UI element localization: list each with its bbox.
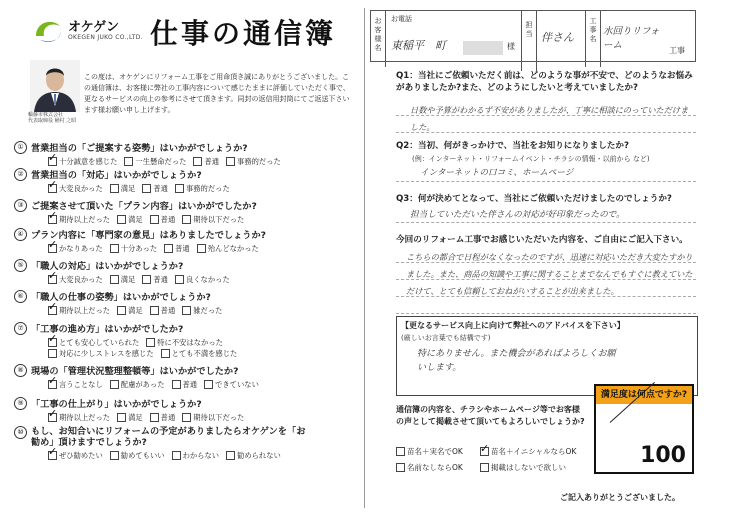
staff-label (521, 11, 537, 71)
checkbox-icon[interactable] (117, 413, 126, 422)
checked-box-icon[interactable] (48, 380, 57, 389)
checkbox-icon[interactable] (182, 306, 191, 315)
checkbox-icon[interactable] (164, 244, 173, 253)
question-number: ⑩ (14, 426, 27, 439)
option-checkbox[interactable] (182, 214, 244, 225)
question-title: 「工事の仕上がり」はいかがでしょうか? (31, 399, 202, 410)
option-checkbox[interactable] (110, 243, 157, 254)
option-label: 普通 (160, 306, 176, 315)
question-options (48, 243, 359, 254)
checkbox-icon[interactable] (480, 463, 489, 472)
q3-answer[interactable]: 担当していただいた伴さんの対応が好印象だったので。 (410, 210, 625, 220)
question-options (48, 214, 359, 225)
question-options (48, 379, 359, 390)
checkbox-icon[interactable] (193, 157, 202, 166)
option-checkbox[interactable] (150, 214, 176, 225)
option-checkbox[interactable] (226, 450, 281, 461)
option-checkbox[interactable] (48, 183, 103, 194)
option-checkbox[interactable] (117, 214, 143, 225)
option-label: ぜひ勧めたい (59, 451, 103, 460)
option-checkbox[interactable] (48, 156, 117, 167)
checked-box-icon[interactable] (480, 447, 489, 456)
question-title: 「職人の仕事の姿勢」はいかがでしょうか? (31, 292, 211, 303)
publication-option[interactable] (396, 446, 463, 457)
option-checkbox[interactable] (172, 450, 219, 461)
option-label: 配慮があった (120, 380, 165, 389)
work-label (585, 11, 601, 67)
option-checkbox[interactable] (124, 156, 186, 167)
sama-label: 様 (507, 42, 515, 51)
advice-title: 【更なるサービス向上に向けて弊社へのアドバイスを下さい】 (401, 321, 625, 330)
checkbox-icon[interactable] (110, 244, 119, 253)
option-label: 十分あった (120, 244, 158, 253)
option-checkbox[interactable] (146, 337, 223, 348)
satisfaction-box (594, 384, 694, 474)
question-number: ③ (14, 199, 27, 212)
option-label: 普通 (153, 184, 168, 193)
option-checkbox[interactable] (117, 305, 143, 316)
intro-text: この度は、オケゲンにリフォーム工事をご用命頂き誠にありがとうございました。この通信簿は、お客様に弊社の工事内容について感じたままに評価していただく事で、更なるサービスの向上の参考にさせて頂きます。同封の返信用封筒にてご返送下さいます様お願い申し上げます。 (84, 73, 350, 114)
option-label: 良くなかった (185, 275, 230, 284)
checkbox-icon[interactable] (172, 451, 181, 460)
option-checkbox[interactable] (150, 305, 176, 316)
question-title: もし、お知合いにリフォームの予定がありましたらオケゲンを「お勧め」頂けますでしょうか? (31, 426, 306, 448)
q2-text: Q2：当初、何がきっかけで、当社をお知りになりましたか? (396, 141, 629, 151)
option-checkbox[interactable] (182, 305, 222, 316)
question-title: プラン内容に「専門家の意見」はありましたでしょうか? (31, 230, 267, 241)
option-label: 普通 (160, 215, 176, 224)
question-number: ② (14, 168, 27, 181)
question-number: ⑤ (14, 259, 27, 272)
question-6 (14, 289, 359, 316)
checkbox-icon[interactable] (124, 157, 133, 166)
option-checkbox[interactable] (175, 183, 230, 194)
satisfaction-title: 満足度は何点ですか? (596, 386, 692, 404)
checkbox-icon[interactable] (110, 184, 119, 193)
option-checkbox[interactable] (142, 274, 168, 285)
option-checkbox[interactable] (204, 379, 259, 390)
rep-company: 輪藤市株式会社 (28, 112, 64, 118)
checkbox-icon[interactable] (182, 215, 191, 224)
question-number: ① (14, 141, 27, 154)
q1-text: Q1：当社にご依頼いただく前は、どのような事が不安で、どのようなお悩みがありましたか?また、どのようにしたいと考えていましたか? (396, 71, 693, 93)
option-checkbox[interactable] (110, 379, 165, 390)
option-label: 普通 (204, 157, 220, 166)
checkbox-icon[interactable] (396, 447, 405, 456)
impression-text: 今回のリフォーム工事でお感じいただいた内容を、ご自由にご記入下さい。 (396, 235, 688, 245)
option-checkbox[interactable] (48, 379, 103, 390)
option-label: かなりあった (59, 244, 103, 253)
checkbox-icon[interactable] (110, 380, 119, 389)
checked-box-icon[interactable] (48, 157, 57, 166)
q3-line (396, 222, 696, 223)
checkbox-icon[interactable] (150, 215, 159, 224)
q2-answer[interactable]: インターネットの口コミ、ホームページ (420, 168, 574, 178)
question-10 (14, 426, 359, 461)
checkbox-icon[interactable] (150, 413, 159, 422)
option-label: 期待以下だった (193, 215, 245, 224)
option-label: 勧めてもいい (120, 451, 165, 460)
option-label: 一生懸命だった (135, 157, 187, 166)
rep-name: 桶村 之昭 (54, 118, 77, 124)
question-heading (14, 198, 359, 212)
checkbox-icon[interactable] (48, 349, 57, 358)
option-label: とても不満を感じた (171, 349, 238, 358)
option-label: 普通 (182, 380, 198, 389)
question-title: 営業担当の「ご提案する姿勢」はいかがでしょうか? (31, 143, 248, 154)
question-heading (14, 167, 359, 181)
option-checkbox[interactable] (48, 450, 103, 461)
option-label: 満足 (120, 184, 136, 193)
question-heading (14, 321, 359, 335)
option-label: 期待以上だった (59, 306, 111, 315)
question-options (48, 450, 359, 461)
option-label: 殆んどなかった (207, 244, 259, 253)
phone-label: お電話 (391, 15, 412, 23)
work-suffix: 工事 (669, 46, 685, 55)
q2-note: (例：インターネット・リフォームイベント・チラシの情報・以前から など) (412, 155, 650, 163)
q2-line (396, 181, 696, 182)
option-checkbox[interactable] (150, 412, 176, 423)
question-heading (14, 426, 314, 448)
checkbox-icon[interactable] (110, 275, 119, 284)
option-checkbox[interactable] (48, 348, 154, 359)
option-label: 期待以下だった (193, 413, 245, 422)
checkbox-icon[interactable] (204, 380, 213, 389)
option-checkbox[interactable] (142, 183, 168, 194)
q3-text: Q3：何が決めてとなって、当社にご依頼いただけましたのでしょうか? (396, 194, 672, 204)
option-label: 対応に少しストレスを感じた (59, 349, 154, 358)
option-checkbox[interactable] (48, 214, 110, 225)
question-title: 営業担当の「対応」はいかがでしょうか? (31, 170, 202, 181)
checkbox-icon[interactable] (161, 349, 170, 358)
checked-box-icon[interactable] (48, 413, 57, 422)
customer-name-label (371, 11, 386, 67)
staff-value[interactable]: 伴さん (541, 31, 574, 44)
customer-name-label-text: お客様名 (374, 17, 382, 52)
advice-note: (厳しいお言葉でも結構です) (401, 334, 491, 342)
question-heading (14, 289, 359, 303)
option-label: 事務的だった (237, 157, 281, 166)
checkbox-icon[interactable] (226, 451, 235, 460)
option-label: 大変良かった (59, 184, 103, 193)
checkbox-icon[interactable] (117, 306, 126, 315)
checked-box-icon[interactable] (48, 215, 57, 224)
checked-box-icon[interactable] (48, 306, 57, 315)
checkbox-icon[interactable] (175, 184, 184, 193)
option-label: 満足 (120, 275, 136, 284)
option-checkbox[interactable] (175, 274, 230, 285)
option-checkbox[interactable] (110, 274, 136, 285)
question-5 (14, 258, 359, 285)
option-label: 十分誠意を感じた (59, 157, 118, 166)
question-options (48, 305, 359, 316)
rep-title (28, 118, 76, 124)
customer-name-value[interactable]: 東稲平 町 (391, 39, 446, 52)
representative-caption (28, 112, 76, 124)
question-heading (14, 140, 359, 154)
option-label: 特に不安はなかった (157, 338, 223, 347)
question-options (48, 183, 359, 194)
option-checkbox[interactable] (226, 156, 281, 167)
option-label: 満足 (128, 215, 143, 224)
option-label: 雑だった (193, 306, 223, 315)
question-number: ⑨ (14, 397, 27, 410)
option-checkbox[interactable] (110, 450, 165, 461)
publication-option-label: 苗名＋実名でOK (407, 447, 463, 456)
satisfaction-score[interactable]: 100 (640, 443, 686, 468)
checked-box-icon[interactable] (48, 184, 57, 193)
question-9 (14, 396, 359, 423)
option-checkbox[interactable] (48, 412, 110, 423)
publication-option-label: 掲載はしないで欲しい (491, 463, 566, 472)
question-heading (14, 258, 359, 272)
question-options (48, 337, 308, 359)
option-label: 期待以上だった (59, 413, 111, 422)
checked-box-icon[interactable] (48, 451, 57, 460)
checkbox-icon[interactable] (396, 463, 405, 472)
work-value[interactable]: 水回りリフォーム (603, 26, 660, 51)
option-checkbox[interactable] (172, 379, 198, 390)
checkbox-icon[interactable] (146, 338, 155, 347)
staff-label-text: 担当 (525, 21, 533, 38)
checked-box-icon[interactable] (48, 244, 57, 253)
brand-english: OKEGEN JUKO CO.,LTD. (68, 34, 143, 41)
customer-info-box (370, 10, 696, 62)
checked-box-icon[interactable] (48, 338, 57, 347)
advice-answer[interactable]: 特にありません。また機会があればよろしくお願いします。 (417, 349, 616, 373)
checkbox-icon[interactable] (226, 157, 235, 166)
question-title: 現場の「管理状況整理整頓等」はいかがでしたか? (31, 366, 239, 377)
option-label: 普通 (160, 413, 176, 422)
work-label-text: 工事名 (589, 17, 597, 43)
checkbox-icon[interactable] (175, 275, 184, 284)
publication-option[interactable] (480, 446, 576, 457)
option-checkbox[interactable] (164, 243, 190, 254)
question-heading (14, 363, 359, 377)
impression-answer[interactable]: こちらの都合で日程がなくなったのですが、迅速に対応いただき大変たすかりました。また、商品の知識や工事に関することまでなんでもすぐに教えていただけて、とても信頼しておねがいすることが出来ました。 (406, 252, 693, 296)
question-options (48, 412, 359, 423)
option-label: 事務的だった (185, 184, 230, 193)
option-label: 期待以上だった (59, 215, 111, 224)
option-checkbox[interactable] (48, 274, 103, 285)
publication-option[interactable] (480, 462, 566, 473)
question-8 (14, 363, 359, 390)
option-label: 満足 (128, 413, 143, 422)
checkbox-icon[interactable] (182, 413, 191, 422)
question-3 (14, 198, 359, 225)
option-checkbox[interactable] (197, 243, 259, 254)
option-label: 大変良かった (59, 275, 103, 284)
publication-option-label: 名前なしならOK (407, 463, 463, 472)
option-label: 普通 (175, 244, 190, 253)
question-1 (14, 140, 359, 167)
option-label: できていない (215, 380, 259, 389)
checkbox-icon[interactable] (117, 215, 126, 224)
question-number: ⑥ (14, 290, 27, 303)
checkbox-icon[interactable] (110, 451, 119, 460)
impression-line-4 (396, 313, 696, 314)
question-title: 「工事の進め方」はいかがでしたか? (31, 324, 184, 335)
redacted-block (463, 41, 503, 55)
option-checkbox[interactable] (117, 412, 143, 423)
checkbox-icon[interactable] (172, 380, 181, 389)
representative-photo (30, 60, 80, 112)
question-heading (14, 227, 359, 241)
option-checkbox[interactable] (193, 156, 219, 167)
question-title: ご提案させて頂いた「プラン内容」はいかがでしたか? (31, 201, 257, 212)
question-heading (14, 396, 359, 410)
page-title: 仕事の通信簿 (150, 17, 337, 50)
publication-question: 通信簿の内容を、チラシやホームページ等でお客様の声として掲載させて頂いてもよろしいでしょうか? (396, 405, 585, 426)
option-label: 言うことなし (59, 380, 103, 389)
option-checkbox[interactable] (182, 412, 244, 423)
question-title: 「職人の対応」はいかがでしょうか? (31, 261, 184, 272)
checkbox-icon[interactable] (142, 275, 151, 284)
option-checkbox[interactable] (48, 305, 110, 316)
q1-answer[interactable]: 日数や予算がわかるず不安がありましたが、丁寧に相談にのっていただけました。 (410, 105, 689, 132)
option-checkbox[interactable] (48, 243, 103, 254)
question-number: ④ (14, 228, 27, 241)
question-7 (14, 321, 359, 359)
checkbox-icon[interactable] (142, 184, 151, 193)
option-label: 満足 (128, 306, 143, 315)
checkbox-icon[interactable] (150, 306, 159, 315)
checked-box-icon[interactable] (48, 275, 57, 284)
publication-option-label: 苗名＋イニシャルならOK (491, 447, 577, 456)
question-4 (14, 227, 359, 254)
option-label: わからない (182, 451, 220, 460)
option-checkbox[interactable] (161, 348, 238, 359)
option-checkbox[interactable] (48, 337, 139, 348)
question-options (48, 274, 359, 285)
question-2 (14, 167, 359, 194)
brand-name: オケゲン (68, 20, 119, 35)
publication-option[interactable] (396, 462, 463, 473)
option-label: 勧められない (237, 451, 281, 460)
option-checkbox[interactable] (110, 183, 136, 194)
checkbox-icon[interactable] (197, 244, 206, 253)
question-number: ⑦ (14, 322, 27, 335)
option-label: とても安心していられた (59, 338, 140, 347)
column-divider (364, 8, 365, 508)
question-number: ⑧ (14, 364, 27, 377)
rep-title-text: 代表取締役 (28, 118, 54, 124)
question-options (48, 156, 359, 167)
thanks-text: ご記入ありがとうございました。 (560, 493, 680, 502)
option-label: 普通 (153, 275, 168, 284)
